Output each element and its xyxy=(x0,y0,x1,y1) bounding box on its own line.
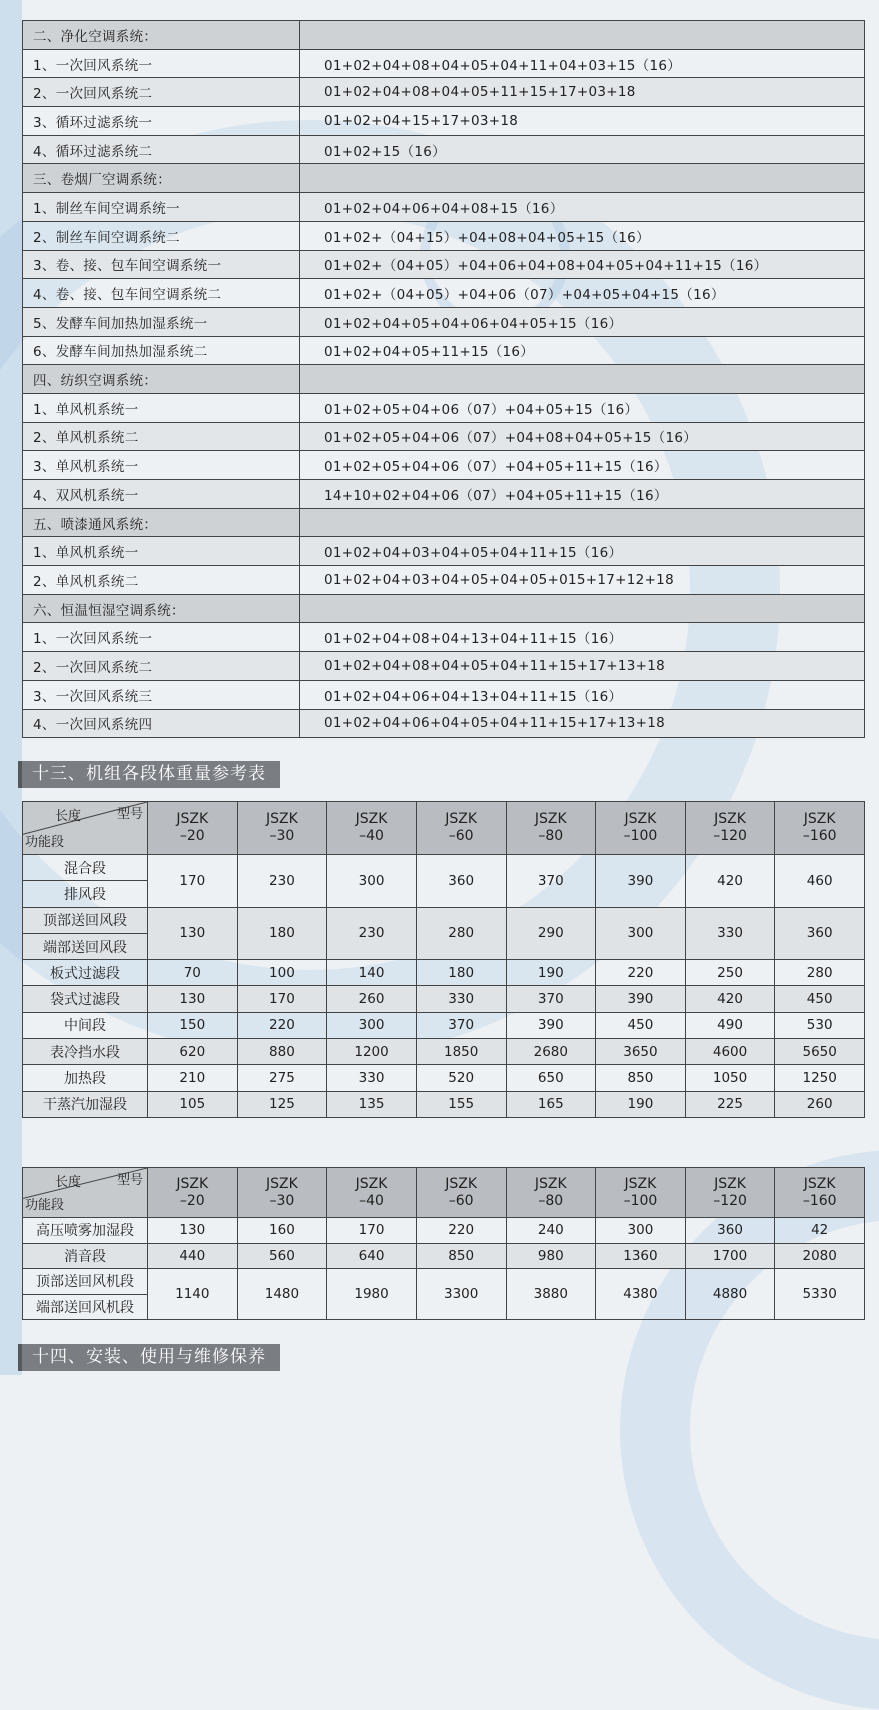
model-column-header: JSZK –160 xyxy=(775,1168,865,1218)
weight-value: 640 xyxy=(327,1243,417,1269)
system-name: 4、一次回风系统四 xyxy=(23,709,300,738)
section-14-heading xyxy=(22,1344,280,1371)
weight-value: 160 xyxy=(237,1218,327,1244)
weight-value: 125 xyxy=(237,1091,327,1117)
weight-value: 330 xyxy=(685,907,775,960)
system-name: 五、喷漆通风系统： xyxy=(23,508,300,537)
weight-value: 450 xyxy=(775,986,865,1012)
weight-value: 165 xyxy=(506,1091,596,1117)
weight-value: 300 xyxy=(327,1012,417,1038)
weight-row xyxy=(23,1065,865,1091)
section-code: 01+02+（04+05）+04+06+04+08+04+05+04+11+15（16） xyxy=(300,250,865,279)
section-name: 板式过滤段 xyxy=(23,960,148,986)
model-column-header: JSZK –40 xyxy=(327,1168,417,1218)
weight-value: 2080 xyxy=(775,1243,865,1269)
weight-value: 260 xyxy=(775,1091,865,1117)
model-header-row xyxy=(23,1168,865,1218)
weight-value: 220 xyxy=(596,960,686,986)
weight-value: 370 xyxy=(506,986,596,1012)
system-name: 3、循环过滤系统一 xyxy=(23,107,300,136)
system-category-row xyxy=(23,164,865,193)
model-column-header: JSZK –100 xyxy=(596,1168,686,1218)
weight-value: 4880 xyxy=(685,1269,775,1320)
section-name: 高压喷雾加湿段 xyxy=(23,1218,148,1244)
section-code: 01+02+04+08+04+05+04+11+04+03+15（16） xyxy=(300,49,865,78)
model-column-header: JSZK –30 xyxy=(237,802,327,855)
system-name: 1、单风机系统一 xyxy=(23,537,300,566)
system-name: 2、制丝车间空调系统二 xyxy=(23,221,300,250)
weight-value: 220 xyxy=(416,1218,506,1244)
system-row xyxy=(23,652,865,681)
section-code: 01+02+04+03+04+05+04+05+015+17+12+18 xyxy=(300,566,865,595)
function-section-label: 功能段 xyxy=(25,1198,65,1213)
weight-value: 280 xyxy=(416,907,506,960)
system-name: 三、卷烟厂空调系统： xyxy=(23,164,300,193)
system-row xyxy=(23,709,865,738)
weight-row xyxy=(23,855,865,881)
section-name: 消音段 xyxy=(23,1243,148,1269)
system-category-row xyxy=(23,508,865,537)
weight-value: 1850 xyxy=(416,1039,506,1065)
weight-value: 170 xyxy=(237,986,327,1012)
weight-value: 150 xyxy=(148,1012,238,1038)
weight-value: 4380 xyxy=(596,1269,686,1320)
length-label: 长度 xyxy=(55,1175,82,1190)
weight-value: 390 xyxy=(596,855,686,908)
section-code xyxy=(300,21,865,50)
weight-value: 530 xyxy=(775,1012,865,1038)
weight-value: 440 xyxy=(148,1243,238,1269)
weight-value: 3880 xyxy=(506,1269,596,1320)
weight-value: 190 xyxy=(506,960,596,986)
system-row xyxy=(23,566,865,595)
system-row xyxy=(23,78,865,107)
weight-value: 880 xyxy=(237,1039,327,1065)
weight-value: 520 xyxy=(416,1065,506,1091)
weight-value: 180 xyxy=(416,960,506,986)
section-name: 干蒸汽加湿段 xyxy=(23,1091,148,1117)
section-code: 01+02+04+05+11+15（16） xyxy=(300,336,865,365)
system-row xyxy=(23,537,865,566)
weight-row xyxy=(23,986,865,1012)
system-name: 4、循环过滤系统二 xyxy=(23,135,300,164)
section-code: 01+02+04+08+04+05+04+11+15+17+13+18 xyxy=(300,652,865,681)
weight-value: 420 xyxy=(685,855,775,908)
weight-value: 70 xyxy=(148,960,238,986)
system-row xyxy=(23,480,865,509)
model-column-header: JSZK –30 xyxy=(237,1168,327,1218)
section-code: 01+02+05+04+06（07）+04+05+11+15（16） xyxy=(300,451,865,480)
weight-value: 1980 xyxy=(327,1269,417,1320)
system-row xyxy=(23,49,865,78)
weight-value: 360 xyxy=(775,907,865,960)
system-row xyxy=(23,250,865,279)
system-row xyxy=(23,422,865,451)
system-name: 3、卷、接、包车间空调系统一 xyxy=(23,250,300,279)
section-code: 01+02+04+05+04+06+04+05+15（16） xyxy=(300,307,865,336)
weight-value: 360 xyxy=(416,855,506,908)
weight-value: 390 xyxy=(506,1012,596,1038)
weight-value: 1200 xyxy=(327,1039,417,1065)
system-row xyxy=(23,336,865,365)
system-row xyxy=(23,221,865,250)
weight-row xyxy=(23,1243,865,1269)
weight-value: 980 xyxy=(506,1243,596,1269)
weight-value: 250 xyxy=(685,960,775,986)
weight-value: 370 xyxy=(506,855,596,908)
weight-value: 240 xyxy=(506,1218,596,1244)
system-name: 2、单风机系统二 xyxy=(23,422,300,451)
section-name: 中间段 xyxy=(23,1012,148,1038)
weight-row xyxy=(23,1012,865,1038)
section-code: 01+02+05+04+06（07）+04+08+04+05+15（16） xyxy=(300,422,865,451)
weight-value: 560 xyxy=(237,1243,327,1269)
section-code: 01+02+04+08+04+05+11+15+17+03+18 xyxy=(300,78,865,107)
system-name: 6、发酵车间加热加湿系统二 xyxy=(23,336,300,365)
weight-row xyxy=(23,1269,865,1295)
model-column-header: JSZK –120 xyxy=(685,1168,775,1218)
section-name: 排风段 xyxy=(23,881,148,907)
system-row xyxy=(23,135,865,164)
model-label: 型号 xyxy=(116,807,143,822)
weight-value: 370 xyxy=(416,1012,506,1038)
section-code: 01+02+04+06+04+13+04+11+15（16） xyxy=(300,680,865,709)
section-name: 袋式过滤段 xyxy=(23,986,148,1012)
system-row xyxy=(23,307,865,336)
weight-row xyxy=(23,960,865,986)
weight-value: 1360 xyxy=(596,1243,686,1269)
table-corner-header xyxy=(23,802,148,855)
weight-value: 490 xyxy=(685,1012,775,1038)
weight-value: 450 xyxy=(596,1012,686,1038)
model-column-header: JSZK –60 xyxy=(416,1168,506,1218)
section-code: 01+02+（04+15）+04+08+04+05+15（16） xyxy=(300,221,865,250)
weight-value: 300 xyxy=(596,1218,686,1244)
weight-value: 620 xyxy=(148,1039,238,1065)
section-code: 14+10+02+04+06（07）+04+05+11+15（16） xyxy=(300,480,865,509)
section-13-title: 十三、机组各段体重量参考表 xyxy=(32,764,266,784)
system-name: 5、发酵车间加热加湿系统一 xyxy=(23,307,300,336)
model-label: 型号 xyxy=(116,1173,143,1188)
weight-value: 280 xyxy=(775,960,865,986)
weight-value: 220 xyxy=(237,1012,327,1038)
weight-value: 130 xyxy=(148,907,238,960)
section-name: 端部送回风机段 xyxy=(23,1294,148,1320)
section-code: 01+02+04+06+04+08+15（16） xyxy=(300,193,865,222)
system-name: 1、一次回风系统一 xyxy=(23,49,300,78)
weight-value: 4600 xyxy=(685,1039,775,1065)
weight-value: 650 xyxy=(506,1065,596,1091)
weight-value: 42 xyxy=(775,1218,865,1244)
system-name: 1、单风机系统一 xyxy=(23,393,300,422)
weight-reference-table-1 xyxy=(22,801,865,1118)
weight-value: 850 xyxy=(416,1243,506,1269)
system-row xyxy=(23,451,865,480)
weight-value: 260 xyxy=(327,986,417,1012)
weight-value: 300 xyxy=(596,907,686,960)
section-code: 01+02+04+06+04+05+04+11+15+17+13+18 xyxy=(300,709,865,738)
system-name: 4、卷、接、包车间空调系统二 xyxy=(23,279,300,308)
weight-value: 3650 xyxy=(596,1039,686,1065)
weight-value: 1480 xyxy=(237,1269,327,1320)
length-label: 长度 xyxy=(55,809,82,824)
weight-value: 100 xyxy=(237,960,327,986)
weight-value: 390 xyxy=(596,986,686,1012)
section-name: 表冷挡水段 xyxy=(23,1039,148,1065)
model-column-header: JSZK –60 xyxy=(416,802,506,855)
model-column-header: JSZK –20 xyxy=(148,802,238,855)
system-combination-table xyxy=(22,20,865,738)
system-name: 2、一次回风系统二 xyxy=(23,652,300,681)
section-code xyxy=(300,365,865,394)
weight-value: 135 xyxy=(327,1091,417,1117)
weight-value: 5650 xyxy=(775,1039,865,1065)
section-name: 顶部送回风段 xyxy=(23,907,148,933)
weight-value: 300 xyxy=(327,855,417,908)
weight-value: 230 xyxy=(237,855,327,908)
weight-value: 360 xyxy=(685,1218,775,1244)
weight-value: 1700 xyxy=(685,1243,775,1269)
section-name: 顶部送回风机段 xyxy=(23,1269,148,1295)
weight-value: 420 xyxy=(685,986,775,1012)
weight-value: 190 xyxy=(596,1091,686,1117)
section-code: 01+02+04+03+04+05+04+11+15（16） xyxy=(300,537,865,566)
system-category-row xyxy=(23,21,865,50)
system-row xyxy=(23,107,865,136)
weight-value: 275 xyxy=(237,1065,327,1091)
function-section-label: 功能段 xyxy=(25,835,65,850)
system-name: 六、恒温恒湿空调系统： xyxy=(23,594,300,623)
weight-value: 850 xyxy=(596,1065,686,1091)
section-code: 01+02+15（16） xyxy=(300,135,865,164)
system-name: 2、一次回风系统二 xyxy=(23,78,300,107)
system-name: 4、双风机系统一 xyxy=(23,480,300,509)
section-code: 01+02+（04+05）+04+06（07）+04+05+04+15（16） xyxy=(300,279,865,308)
weight-value: 180 xyxy=(237,907,327,960)
weight-value: 130 xyxy=(148,1218,238,1244)
weight-value: 1140 xyxy=(148,1269,238,1320)
section-14-title: 十四、安装、使用与维修保养 xyxy=(32,1347,266,1367)
model-header-row xyxy=(23,802,865,855)
weight-value: 170 xyxy=(327,1218,417,1244)
model-column-header: JSZK –20 xyxy=(148,1168,238,1218)
section-13-heading xyxy=(22,761,280,788)
system-row xyxy=(23,279,865,308)
table-corner-header xyxy=(23,1168,148,1218)
model-column-header: JSZK –80 xyxy=(506,1168,596,1218)
system-category-row xyxy=(23,365,865,394)
section-code xyxy=(300,508,865,537)
weight-value: 105 xyxy=(148,1091,238,1117)
weight-row xyxy=(23,1039,865,1065)
weight-value: 140 xyxy=(327,960,417,986)
system-row xyxy=(23,623,865,652)
weight-value: 1250 xyxy=(775,1065,865,1091)
weight-row xyxy=(23,1091,865,1117)
weight-reference-table-2 xyxy=(22,1167,865,1320)
weight-value: 210 xyxy=(148,1065,238,1091)
model-column-header: JSZK –80 xyxy=(506,802,596,855)
weight-value: 290 xyxy=(506,907,596,960)
section-name: 混合段 xyxy=(23,855,148,881)
system-category-row xyxy=(23,594,865,623)
weight-value: 170 xyxy=(148,855,238,908)
section-name: 加热段 xyxy=(23,1065,148,1091)
section-name: 端部送回风段 xyxy=(23,933,148,959)
weight-row xyxy=(23,1218,865,1244)
system-name: 二、净化空调系统： xyxy=(23,21,300,50)
model-column-header: JSZK –160 xyxy=(775,802,865,855)
system-row xyxy=(23,393,865,422)
system-name: 1、一次回风系统一 xyxy=(23,623,300,652)
system-name: 3、单风机系统一 xyxy=(23,451,300,480)
weight-value: 2680 xyxy=(506,1039,596,1065)
weight-value: 3300 xyxy=(416,1269,506,1320)
system-row xyxy=(23,193,865,222)
model-column-header: JSZK –100 xyxy=(596,802,686,855)
weight-value: 330 xyxy=(327,1065,417,1091)
system-name: 2、单风机系统二 xyxy=(23,566,300,595)
weight-value: 225 xyxy=(685,1091,775,1117)
section-code: 01+02+04+08+04+13+04+11+15（16） xyxy=(300,623,865,652)
weight-value: 130 xyxy=(148,986,238,1012)
system-name: 四、纺织空调系统： xyxy=(23,365,300,394)
weight-row xyxy=(23,907,865,933)
model-column-header: JSZK –120 xyxy=(685,802,775,855)
weight-value: 5330 xyxy=(775,1269,865,1320)
system-name: 3、一次回风系统三 xyxy=(23,680,300,709)
weight-value: 230 xyxy=(327,907,417,960)
weight-value: 330 xyxy=(416,986,506,1012)
section-code xyxy=(300,164,865,193)
model-column-header: JSZK –40 xyxy=(327,802,417,855)
weight-value: 155 xyxy=(416,1091,506,1117)
system-name: 1、制丝车间空调系统一 xyxy=(23,193,300,222)
section-code: 01+02+05+04+06（07）+04+05+15（16） xyxy=(300,393,865,422)
section-code xyxy=(300,594,865,623)
weight-value: 1050 xyxy=(685,1065,775,1091)
system-row xyxy=(23,680,865,709)
weight-value: 460 xyxy=(775,855,865,908)
section-code: 01+02+04+15+17+03+18 xyxy=(300,107,865,136)
